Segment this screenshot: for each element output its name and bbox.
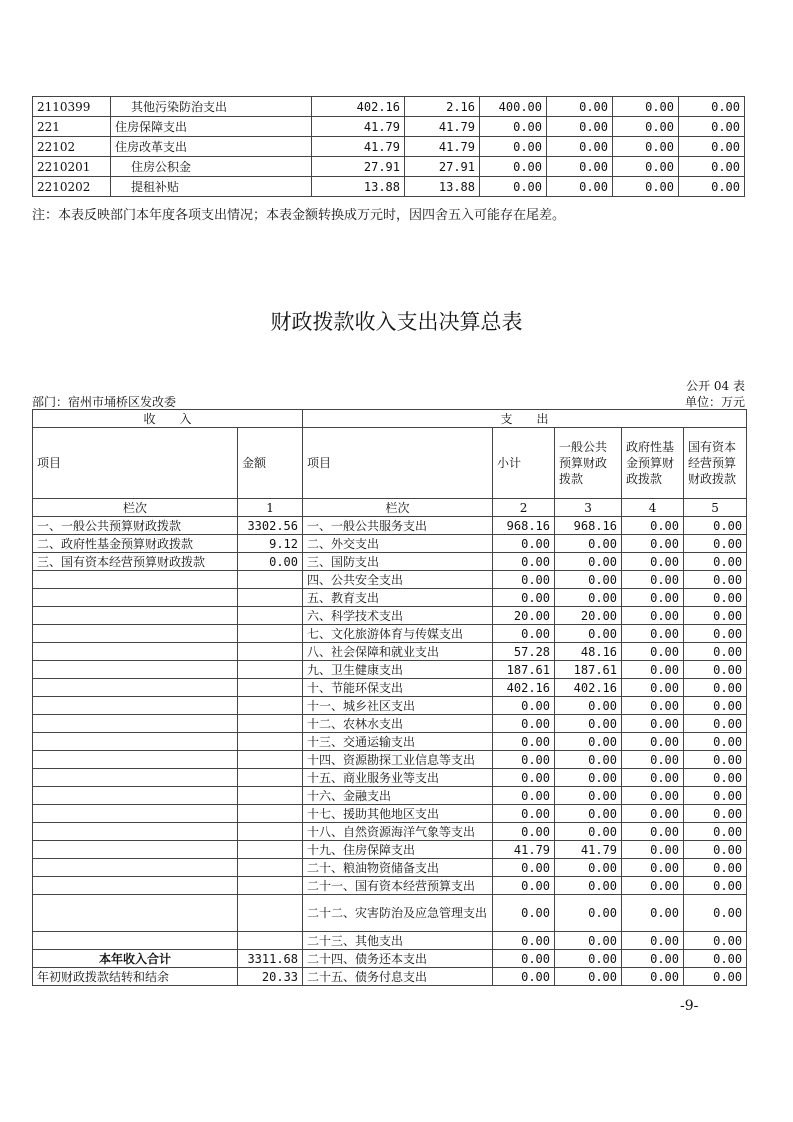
expense-amount: 0.00 xyxy=(684,535,747,553)
expense-amount: 187.61 xyxy=(555,661,622,679)
income-amount xyxy=(238,571,303,589)
expense-item: 十九、住房保障支出 xyxy=(303,841,493,859)
expense-item: 十六、金融支出 xyxy=(303,787,493,805)
income-amount xyxy=(238,625,303,643)
income-item xyxy=(33,697,238,715)
expense-amount: 0.00 xyxy=(493,571,555,589)
expense-amount: 0.00 xyxy=(684,517,747,535)
expense-amount: 0.00 xyxy=(684,769,747,787)
subject-name: 提租补贴 xyxy=(111,177,312,197)
expense-amount: 0.00 xyxy=(622,805,684,823)
expense-amount: 968.16 xyxy=(555,517,622,535)
expense-amount: 41.79 xyxy=(493,841,555,859)
expense-item: 五、教育支出 xyxy=(303,589,493,607)
page-title: 财政拨款收入支出决算总表 xyxy=(270,310,523,334)
expense-amount: 187.61 xyxy=(493,661,555,679)
income-amount: 20.33 xyxy=(238,968,303,986)
expense-amount: 0.00 xyxy=(622,877,684,895)
income-item xyxy=(33,859,238,877)
amount-cell: 0.00 xyxy=(679,117,745,137)
header-row-group xyxy=(33,410,747,428)
table-row xyxy=(33,679,747,697)
table-row xyxy=(33,950,747,968)
amount-cell: 2.16 xyxy=(405,97,480,117)
income-item xyxy=(33,661,238,679)
expense-amount: 0.00 xyxy=(684,859,747,877)
income-item xyxy=(33,625,238,643)
amount-cell: 41.79 xyxy=(312,117,405,137)
expense-amount: 48.16 xyxy=(555,643,622,661)
table-row xyxy=(33,751,747,769)
expense-amount: 0.00 xyxy=(555,895,622,932)
expense-amount: 0.00 xyxy=(622,607,684,625)
expense-item: 四、公共安全支出 xyxy=(303,571,493,589)
expense-amount: 0.00 xyxy=(493,859,555,877)
expense-amount: 0.00 xyxy=(493,733,555,751)
amount-cell: 0.00 xyxy=(547,137,613,157)
amount-cell: 400.00 xyxy=(480,97,547,117)
income-amount xyxy=(238,607,303,625)
income-item xyxy=(33,932,238,950)
subject-code: 22102 xyxy=(33,137,111,157)
amount-cell: 0.00 xyxy=(613,97,679,117)
expense-item: 一、一般公共服务支出 xyxy=(303,517,493,535)
amount-cell: 0.00 xyxy=(480,177,547,197)
table-row xyxy=(33,625,747,643)
expense-item: 二十三、其他支出 xyxy=(303,932,493,950)
col-3: 3 xyxy=(555,499,622,517)
expense-amount: 0.00 xyxy=(493,625,555,643)
income-amount xyxy=(238,715,303,733)
expense-amount: 0.00 xyxy=(555,932,622,950)
expense-amount: 402.16 xyxy=(555,679,622,697)
amount-cell: 0.00 xyxy=(480,137,547,157)
expense-amount: 0.00 xyxy=(684,733,747,751)
income-amount xyxy=(238,787,303,805)
expense-amount: 0.00 xyxy=(493,877,555,895)
expense-item: 十二、农林水支出 xyxy=(303,715,493,733)
expense-item: 二十五、债务付息支出 xyxy=(303,968,493,986)
expense-amount: 0.00 xyxy=(622,643,684,661)
expense-amount: 0.00 xyxy=(555,697,622,715)
table-row xyxy=(33,823,747,841)
income-item xyxy=(33,733,238,751)
income-item xyxy=(33,769,238,787)
subject-name: 住房改革支出 xyxy=(111,137,312,157)
column-index-row xyxy=(33,499,747,517)
amount-cell: 0.00 xyxy=(547,157,613,177)
expense-amount: 0.00 xyxy=(493,950,555,968)
expense-amount: 0.00 xyxy=(622,895,684,932)
expense-amount: 0.00 xyxy=(555,950,622,968)
income-item xyxy=(33,607,238,625)
income-item xyxy=(33,643,238,661)
table-row xyxy=(33,137,745,157)
table-row xyxy=(33,733,747,751)
expense-amount: 0.00 xyxy=(622,661,684,679)
table-row xyxy=(33,117,745,137)
expense-amount: 0.00 xyxy=(622,950,684,968)
expense-amount: 0.00 xyxy=(622,679,684,697)
expense-amount: 0.00 xyxy=(622,553,684,571)
expense-amount: 0.00 xyxy=(622,859,684,877)
table-row xyxy=(33,895,747,932)
income-amount xyxy=(238,589,303,607)
expense-amount: 0.00 xyxy=(622,589,684,607)
income-item xyxy=(33,715,238,733)
amount-cell: 0.00 xyxy=(547,177,613,197)
expense-amount: 0.00 xyxy=(684,571,747,589)
income-amount xyxy=(238,697,303,715)
income-amount: 0.00 xyxy=(238,553,303,571)
table-row xyxy=(33,157,745,177)
expense-amount: 57.28 xyxy=(493,643,555,661)
expense-amount: 0.00 xyxy=(622,787,684,805)
state-capital-header: 国有资本经营预算财政拨款 xyxy=(684,428,747,499)
amount-cell: 0.00 xyxy=(613,177,679,197)
amount-cell: 0.00 xyxy=(613,157,679,177)
income-header: 收 入 xyxy=(33,410,303,428)
expense-amount: 0.00 xyxy=(684,751,747,769)
expense-amount: 0.00 xyxy=(684,805,747,823)
expense-amount: 0.00 xyxy=(555,769,622,787)
expense-item: 七、文化旅游体育与传媒支出 xyxy=(303,625,493,643)
expense-amount: 0.00 xyxy=(555,571,622,589)
expense-item: 二十一、国有资本经营预算支出 xyxy=(303,877,493,895)
amount-cell: 13.88 xyxy=(405,177,480,197)
table-row xyxy=(33,589,747,607)
expense-amount: 0.00 xyxy=(684,697,747,715)
expense-amount: 0.00 xyxy=(684,607,747,625)
form-number: 公开 04 表 xyxy=(686,379,745,393)
expense-amount: 0.00 xyxy=(555,589,622,607)
income-amount xyxy=(238,859,303,877)
expense-amount: 0.00 xyxy=(555,553,622,571)
expense-amount: 20.00 xyxy=(493,607,555,625)
subject-code: 221 xyxy=(33,117,111,137)
col-label: 栏次 xyxy=(33,499,238,517)
expense-amount: 0.00 xyxy=(622,715,684,733)
expense-amount: 0.00 xyxy=(622,535,684,553)
table-row xyxy=(33,535,747,553)
income-item: 一、一般公共预算财政拨款 xyxy=(33,517,238,535)
expense-amount: 0.00 xyxy=(493,805,555,823)
income-item-header: 项目 xyxy=(33,428,238,499)
subject-name: 住房公积金 xyxy=(111,157,312,177)
expense-amount: 0.00 xyxy=(684,968,747,986)
income-item xyxy=(33,823,238,841)
income-amount xyxy=(238,661,303,679)
expense-item: 二、外交支出 xyxy=(303,535,493,553)
expense-amount: 0.00 xyxy=(684,787,747,805)
income-amount xyxy=(238,751,303,769)
income-item xyxy=(33,895,238,932)
expense-item: 三、国防支出 xyxy=(303,553,493,571)
expense-amount: 0.00 xyxy=(684,950,747,968)
expense-amount: 0.00 xyxy=(493,589,555,607)
expense-amount: 0.00 xyxy=(493,751,555,769)
expense-amount: 0.00 xyxy=(555,751,622,769)
expense-amount: 0.00 xyxy=(684,643,747,661)
expense-amount: 0.00 xyxy=(622,968,684,986)
subject-code: 2210202 xyxy=(33,177,111,197)
expense-item: 十七、援助其他地区支出 xyxy=(303,805,493,823)
table-row xyxy=(33,841,747,859)
expense-amount: 0.00 xyxy=(622,733,684,751)
subject-code: 2210201 xyxy=(33,157,111,177)
expense-amount: 0.00 xyxy=(493,787,555,805)
unit-label: 单位：万元 xyxy=(684,395,745,409)
expense-amount: 0.00 xyxy=(684,553,747,571)
expense-amount: 0.00 xyxy=(493,715,555,733)
amount-cell: 0.00 xyxy=(547,97,613,117)
table-row xyxy=(33,968,747,986)
general-budget-header: 一般公共预算财政拨款 xyxy=(555,428,622,499)
income-amount xyxy=(238,769,303,787)
expense-amount: 0.00 xyxy=(493,932,555,950)
amount-cell: 27.91 xyxy=(312,157,405,177)
table-row xyxy=(33,877,747,895)
expense-amount: 0.00 xyxy=(555,535,622,553)
table-row xyxy=(33,553,747,571)
expense-amount: 968.16 xyxy=(493,517,555,535)
fiscal-summary-table xyxy=(32,409,747,986)
expense-header: 支 出 xyxy=(303,410,747,428)
expense-amount: 0.00 xyxy=(684,715,747,733)
expense-amount: 0.00 xyxy=(684,895,747,932)
expense-item: 十一、城乡社区支出 xyxy=(303,697,493,715)
amount-cell: 0.00 xyxy=(679,97,745,117)
income-item xyxy=(33,589,238,607)
table-row xyxy=(33,697,747,715)
income-item xyxy=(33,571,238,589)
col-label-2: 栏次 xyxy=(303,499,493,517)
expense-amount: 0.00 xyxy=(493,968,555,986)
expense-amount: 0.00 xyxy=(622,841,684,859)
expense-item: 二十二、灾害防治及应急管理支出 xyxy=(303,895,493,932)
col-2: 2 xyxy=(493,499,555,517)
table-row xyxy=(33,571,747,589)
expense-amount: 41.79 xyxy=(555,841,622,859)
expenditure-detail-table xyxy=(32,96,745,197)
expense-amount: 20.00 xyxy=(555,607,622,625)
table-row xyxy=(33,787,747,805)
expense-amount: 0.00 xyxy=(684,625,747,643)
amount-cell: 0.00 xyxy=(547,117,613,137)
income-item: 年初财政拨款结转和结余 xyxy=(33,968,238,986)
expense-amount: 0.00 xyxy=(555,823,622,841)
expense-amount: 0.00 xyxy=(555,787,622,805)
amount-cell: 0.00 xyxy=(679,177,745,197)
table-row xyxy=(33,769,747,787)
table-row xyxy=(33,177,745,197)
income-item: 三、国有资本经营预算财政拨款 xyxy=(33,553,238,571)
income-item xyxy=(33,877,238,895)
amount-cell: 0.00 xyxy=(679,157,745,177)
table-row xyxy=(33,517,747,535)
header-row-columns xyxy=(33,428,747,499)
expense-amount: 0.00 xyxy=(622,571,684,589)
subject-name: 住房保障支出 xyxy=(111,117,312,137)
income-amount xyxy=(238,733,303,751)
col-1: 1 xyxy=(238,499,303,517)
income-amount xyxy=(238,895,303,932)
expense-amount: 0.00 xyxy=(555,733,622,751)
expense-amount: 0.00 xyxy=(622,697,684,715)
expense-amount: 402.16 xyxy=(493,679,555,697)
expense-amount: 0.00 xyxy=(555,859,622,877)
amount-cell: 402.16 xyxy=(312,97,405,117)
expense-item: 二十、粮油物资储备支出 xyxy=(303,859,493,877)
expense-item-header: 项目 xyxy=(303,428,493,499)
expense-item: 二十四、债务还本支出 xyxy=(303,950,493,968)
expense-item: 十、节能环保支出 xyxy=(303,679,493,697)
expense-item: 十三、交通运输支出 xyxy=(303,733,493,751)
expense-amount: 0.00 xyxy=(622,517,684,535)
table-row xyxy=(33,97,745,117)
income-item xyxy=(33,679,238,697)
expense-amount: 0.00 xyxy=(555,877,622,895)
amount-cell: 0.00 xyxy=(613,117,679,137)
expense-amount: 0.00 xyxy=(493,535,555,553)
subject-name: 其他污染防治支出 xyxy=(111,97,312,117)
expense-item: 六、科学技术支出 xyxy=(303,607,493,625)
table-row xyxy=(33,607,747,625)
expense-amount: 0.00 xyxy=(555,715,622,733)
department-label: 部门：宿州市埇桥区发改委 xyxy=(32,395,177,409)
table-row xyxy=(33,661,747,679)
income-amount xyxy=(238,643,303,661)
expense-amount: 0.00 xyxy=(684,932,747,950)
table-note: 注：本表反映部门本年度各项支出情况；本表金额转换成万元时，因四舍五入可能存在尾差。 xyxy=(32,208,566,223)
expense-amount: 0.00 xyxy=(555,625,622,643)
income-amount: 3302.56 xyxy=(238,517,303,535)
expense-amount: 0.00 xyxy=(684,679,747,697)
expense-item: 十八、自然资源海洋气象等支出 xyxy=(303,823,493,841)
amount-cell: 0.00 xyxy=(679,137,745,157)
expense-amount: 0.00 xyxy=(555,968,622,986)
income-amount xyxy=(238,841,303,859)
income-amount: 3311.68 xyxy=(238,950,303,968)
income-amount xyxy=(238,805,303,823)
income-amount xyxy=(238,679,303,697)
expense-amount: 0.00 xyxy=(622,823,684,841)
income-amount xyxy=(238,877,303,895)
subject-code: 2110399 xyxy=(33,97,111,117)
col-5: 5 xyxy=(684,499,747,517)
expense-item: 十四、资源勘探工业信息等支出 xyxy=(303,751,493,769)
amount-cell: 27.91 xyxy=(405,157,480,177)
amount-cell: 0.00 xyxy=(613,137,679,157)
amount-header: 金额 xyxy=(238,428,303,499)
expense-item: 十五、商业服务业等支出 xyxy=(303,769,493,787)
table-row xyxy=(33,643,747,661)
expense-amount: 0.00 xyxy=(622,769,684,787)
amount-cell: 13.88 xyxy=(312,177,405,197)
expense-amount: 0.00 xyxy=(493,823,555,841)
income-item: 二、政府性基金预算财政拨款 xyxy=(33,535,238,553)
expense-item: 八、社会保障和就业支出 xyxy=(303,643,493,661)
income-amount: 9.12 xyxy=(238,535,303,553)
expense-amount: 0.00 xyxy=(684,877,747,895)
income-item: 本年收入合计 xyxy=(33,950,238,968)
amount-cell: 41.79 xyxy=(405,137,480,157)
income-item xyxy=(33,805,238,823)
expense-item: 九、卫生健康支出 xyxy=(303,661,493,679)
expense-amount: 0.00 xyxy=(555,805,622,823)
expense-amount: 0.00 xyxy=(493,769,555,787)
page-number: -9- xyxy=(680,998,699,1014)
expense-amount: 0.00 xyxy=(684,823,747,841)
subtotal-header: 小计 xyxy=(493,428,555,499)
expense-amount: 0.00 xyxy=(493,895,555,932)
col-4: 4 xyxy=(622,499,684,517)
expense-amount: 0.00 xyxy=(622,625,684,643)
table-row xyxy=(33,859,747,877)
income-amount xyxy=(238,932,303,950)
amount-cell: 0.00 xyxy=(480,157,547,177)
expense-amount: 0.00 xyxy=(622,932,684,950)
income-item xyxy=(33,787,238,805)
expense-amount: 0.00 xyxy=(684,661,747,679)
income-amount xyxy=(238,823,303,841)
amount-cell: 0.00 xyxy=(480,117,547,137)
income-item xyxy=(33,841,238,859)
expense-amount: 0.00 xyxy=(493,553,555,571)
amount-cell: 41.79 xyxy=(312,137,405,157)
table-row xyxy=(33,715,747,733)
amount-cell: 41.79 xyxy=(405,117,480,137)
expense-amount: 0.00 xyxy=(684,589,747,607)
expense-amount: 0.00 xyxy=(493,697,555,715)
expense-amount: 0.00 xyxy=(684,841,747,859)
expense-amount: 0.00 xyxy=(622,751,684,769)
income-item xyxy=(33,751,238,769)
gov-fund-header: 政府性基金预算财政拨款 xyxy=(622,428,684,499)
table-row xyxy=(33,805,747,823)
table-row xyxy=(33,932,747,950)
